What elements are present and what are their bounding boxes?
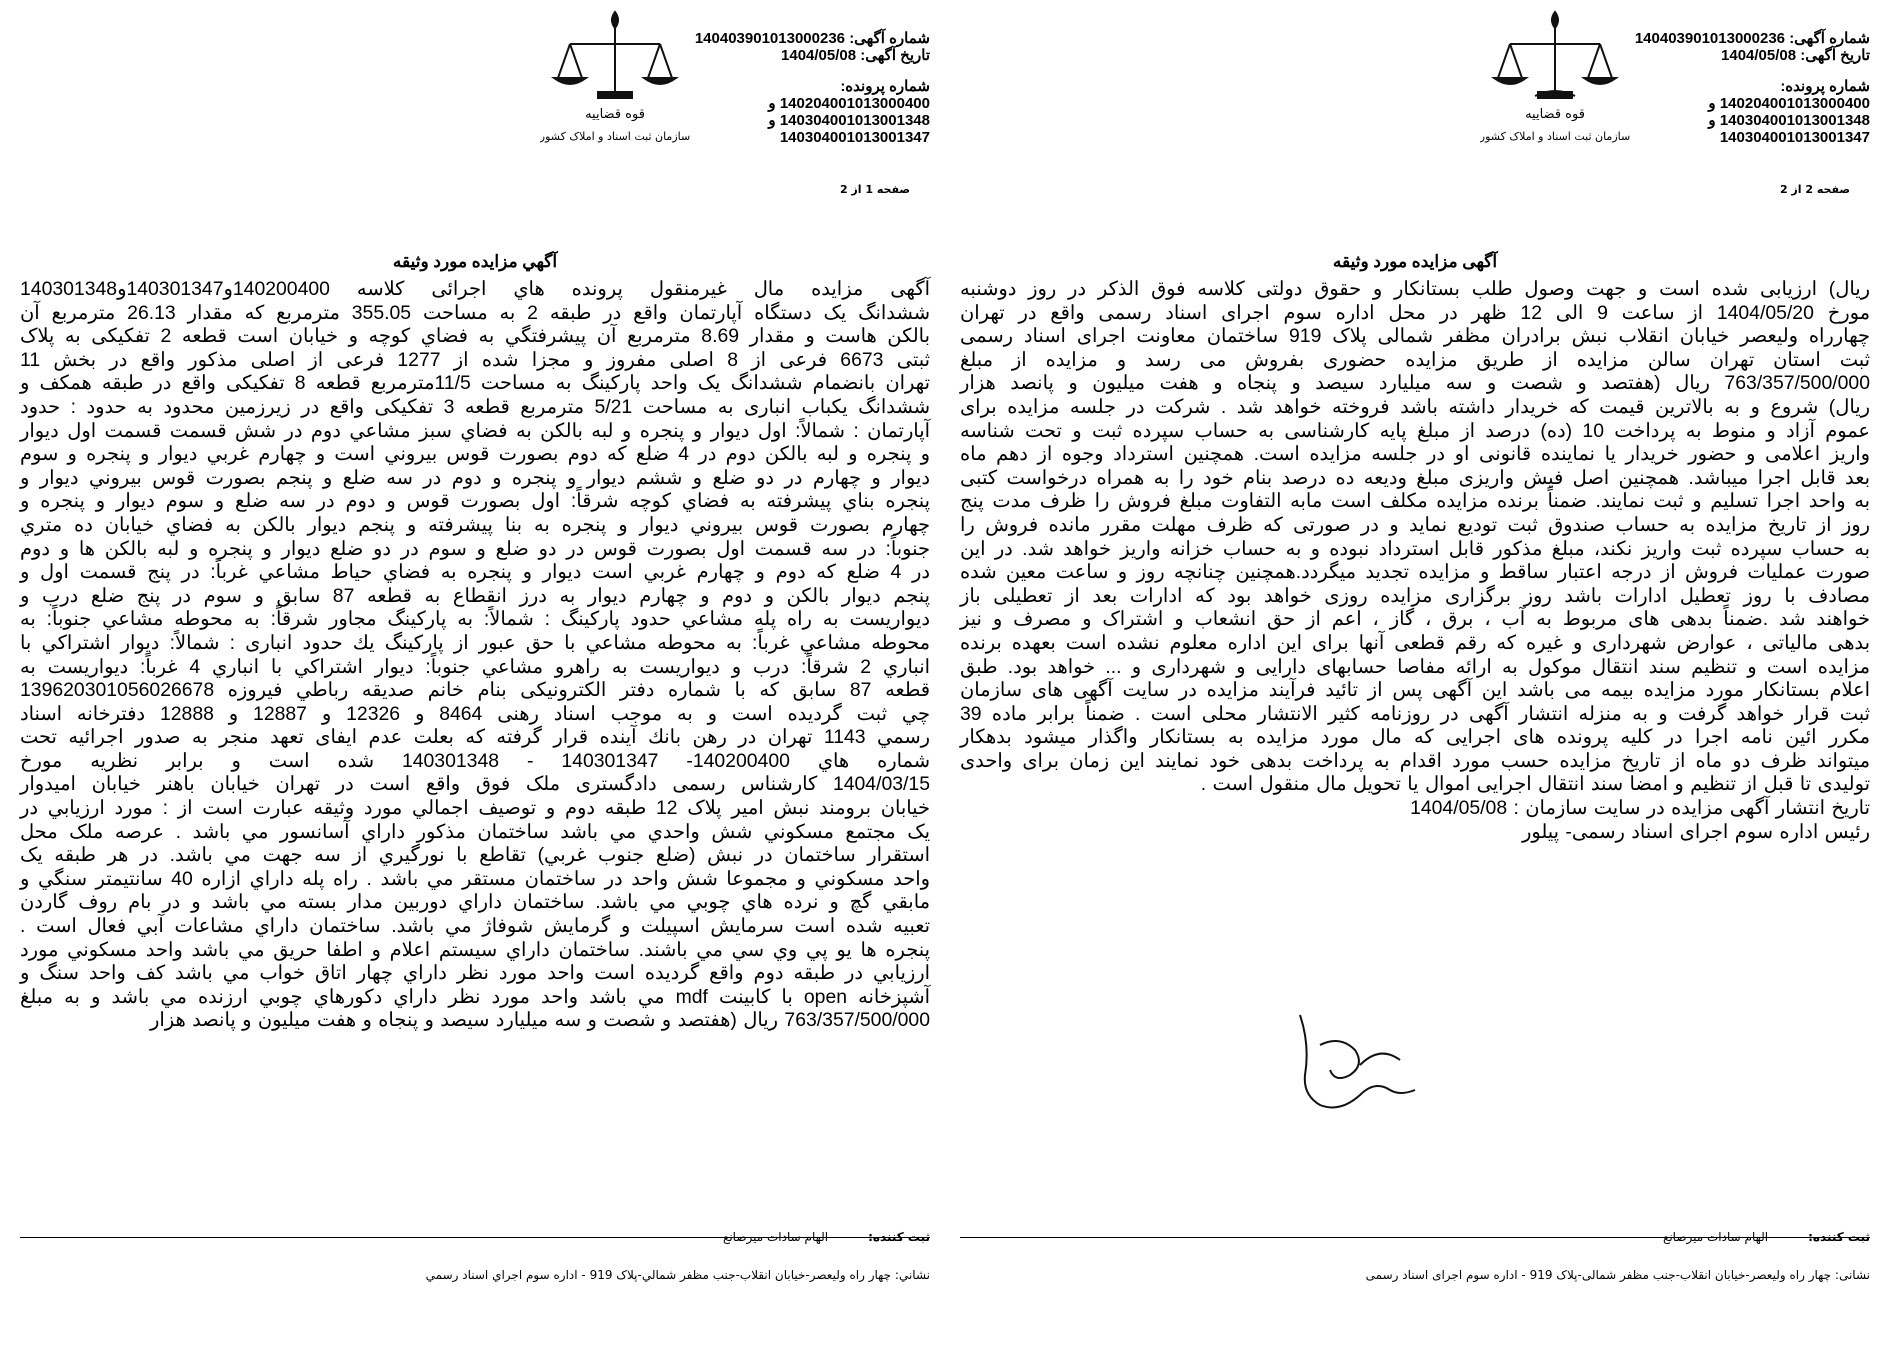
body-line: و پنجره و لبه بالکن دوم در 4 ضلع که دوم بصورت قوس بيروني است و چهارم غربي ديوار و پنجره و سوم bbox=[20, 443, 930, 466]
body-line: مابقي گچ و نرده هاي چوبي مي باشد. ساختمان داراي دوربين مدار بسته مي باشد و در بام روف گاردن bbox=[20, 891, 930, 914]
case-number-3: 140304001013001347 bbox=[779, 129, 930, 146]
page-number: صفحه 1 از 2 bbox=[839, 183, 910, 196]
case-number-2: 140304001013001348 و bbox=[768, 112, 930, 129]
body-line: جنوباً: در سه قسمت اول بصورت قوس در دو ضلع و سوم در دو ضلع ديوار و پنجره و لبه بالکن ها و دوم bbox=[20, 537, 930, 560]
body-line: ارزيابي در طبقه دوم واقع گرديده است واحد مورد نظر داراي چهار اتاق خواب مي باشد کف واحد سنگ و bbox=[20, 962, 931, 985]
body-line: آشپزخانه open با کابينت mdf مي باشد واحد مورد نظر داراي دکورهاي چوبي ارزنده مي باشد و به مبلغ bbox=[20, 985, 931, 1008]
body-line: محوطه مشاعي غرباً: به محوطه مشاعي با حق عبور از پارکينگ يك حدود انباری : شمالاً: ديوار اشتراکي با bbox=[20, 631, 930, 654]
body-line: مزایده است و تنظیم سند انتقال موکول به ارائه مفاصا حسابهای دارایی و شهرداری و ... خواهد بود. طبق bbox=[960, 655, 1870, 678]
judiciary-emblem-icon bbox=[1480, 0, 1630, 160]
body-line: بالکن هاست و مقدار 8.69 مترمربع آن پیشرفتگي به فضاي کوچه و خیابان است قطعه 2 تفکیکی به پلاک bbox=[20, 325, 930, 348]
case-number-label: شماره پرونده: bbox=[840, 78, 930, 95]
body-line: خواهند شد .ضمناً بدهی های مربوط به آب ، برق ، گاز ، اعم از حق انشعاب و اشتراک و مصرف و نیز bbox=[960, 608, 1870, 631]
body-line: آپارتمان : شمالاً: اول ديوار و پنجره و لبه بالکن به فضاي سبز مشاعي دوم در شش قسمت قسمت اول ديوار bbox=[20, 419, 930, 442]
body-line: در 4 ضلع که دوم و چهارم غربي است ديوار و پنجره به فضاي حياط مشاعي غرباً: در پنج قسمت اول و bbox=[20, 561, 930, 584]
registrar-label: ثبت کننده: bbox=[868, 1230, 930, 1244]
body-line: ثبت قرار خواهد گرفت و به منزله انتشار آگهی در روزنامه کثیر الانتشار محلی است . ضمناً برابر ماده 39 bbox=[960, 702, 1870, 725]
body-line: به واحد اجرا تسلیم و ثبت نمایند. ضمناً برنده مزایده مکلف است مابه التفاوت مبلغ فروش را ظرف مدت پنج bbox=[960, 490, 1870, 513]
body-line: واحد مسکوني و مجموعا شش واحد در ساختمان مستقر مي باشد . راه پله داراي ازاره 40 سانتيمتر سنگي و bbox=[20, 867, 930, 890]
body-line: 763/357/500/000 ریال (هفتصد و شصت و سه میلیارد سیصد و پنجاه و هفت میلیون و پانصد هزار bbox=[150, 1009, 930, 1032]
body-line: تهران بانضمام ششدانگ یک واحد پارکینگ به مساحت 11/5مترمربع قطعه 8 تفکیکی واقع در طبقه همکف و bbox=[20, 372, 930, 395]
body-line: به حساب سپرده ثبت واریز نکند، مبلغ مذکور قابل استرداد نبوده و به حساب خزانه واریز خواهد شد. در این bbox=[960, 537, 1870, 560]
body-line: آگهی مزایده مال غیرمنقول پرونده هاي اجرائی کلاسه 140200400و140301347و140301348 bbox=[20, 278, 930, 300]
body-line: واریز اعلامی و حضور خریدار یا نماینده قانونی او در جلسه مزایده است. همچنین استرداد وجوه از دهم ماه bbox=[960, 443, 1870, 466]
body-line: چهارم بصورت قوس بيروني ديوار و پنجره به بنا پيشرفته و پنجم ديوار بالکن به فضاي خيابان ده متري bbox=[20, 513, 930, 536]
case-number-2: 140304001013001348 و bbox=[1708, 112, 1870, 129]
body-line: بدهی مالیاتی ، عوارض شهرداری و غیره که رقم قطعی آنها برای این اداره معلوم نشده است بعهده برنده bbox=[960, 631, 1870, 654]
body-line: چهارراه ولیعصر خیابان انقلاب نبش برادران مظفر شمالی پلاک 919 ساختمان معاونت اجرای اسناد رسمی bbox=[960, 325, 1870, 348]
publish-date-line: تاریخ انتشار آگهی مزایده در سایت سازمان : 1404/05/08 bbox=[1410, 797, 1870, 820]
body-line: میتواند ظرف دو ماه از تاریخ مزایده حسب مورد اقدام به پرداخت بدهی خود نمایند این زمان برای واحدی bbox=[960, 749, 1870, 772]
svg-text:سازمان ثبت اسناد و املاک کشور: سازمان ثبت اسناد و املاک کشور bbox=[540, 130, 690, 143]
judiciary-emblem-icon bbox=[540, 0, 690, 160]
announcement-body bbox=[20, 278, 930, 1033]
ad-date: 1404/05/08 bbox=[1721, 47, 1797, 64]
ad-date-label: تاریخ آگهی: bbox=[1800, 47, 1870, 64]
body-line: صورت عملیات فروش از درجه اعتبار ساقط و مزایده تجدید میگردد.همچنین چنانچه روز و ساعت معین شده bbox=[960, 561, 1870, 584]
page-footer bbox=[20, 1228, 930, 1284]
ad-date: 1404/05/08 bbox=[781, 47, 857, 64]
signer-line: رئیس اداره سوم اجرای اسناد رسمی- پیلور bbox=[1521, 820, 1870, 843]
announcement-meta bbox=[690, 30, 930, 146]
announcement-body bbox=[960, 278, 1870, 844]
body-line: ریال) شروع و به بالاترین قیمت که خریدار داشته باشد فروخته خواهد شد . شرکت در جلسه مزایده برای bbox=[960, 395, 1870, 418]
signature-image bbox=[1280, 1005, 1430, 1125]
body-line: شماره هاي 140200400- 140301347 - 140301348 شده است و برابر نظريه مورخ bbox=[20, 749, 930, 772]
ad-number-label: شماره آگهی: bbox=[1789, 30, 1870, 47]
body-line: روز از تاریخ مزایده به حساب صندوق ثبت تودیع نماید و در صورتی که ظرف مهلت مقرر مانده فروش را bbox=[960, 513, 1870, 536]
body-line: 763/357/500/000 ریال (هفتصد و شصت و سه میلیارد سیصد و پنجاه و هفت میلیون و پانصد هزار bbox=[960, 372, 1870, 395]
body-line: ششدانگ یکباب انباری به مساحت 5/21 مترمربع قطعه 3 تفکیکی واقع در زیرزمین محدود به حدود : حدود bbox=[20, 395, 930, 418]
announcement-meta bbox=[1630, 30, 1870, 146]
body-line: ديوار و چهارم در دو ضلع و ششم ديوار و پنجره و دوم در سه ضلع و پنجم بصورت قوس بيروني ديوار و bbox=[20, 466, 930, 489]
body-line: چي ثبت گرديده است و به موجب اسناد رهنی 8464 و 12326 و 12887 و 12888 دفترخانه اسناد bbox=[20, 702, 931, 725]
announcement-page-1 bbox=[20, 0, 930, 1351]
registrar-name: الهام سادات میرصانع bbox=[1662, 1230, 1769, 1244]
body-line: پنجره ها يو پي وي سي مي باشند. ساختمان داراي سيستم اعلام و اطفا حريق مي باشد واحد مسکوني مورد bbox=[20, 938, 930, 961]
body-line: اعلام بستانکار مورد مزایده بیمه می باشد این آگهی پس از تائید فرآیند مزایده در سایت آگهی های سازمان bbox=[960, 679, 1870, 702]
body-line: ششدانگ یک دستگاه آپارتمان واقع در طبقه 2 به مساحت 355.05 مترمربع که مقدار 26.13 مترمربع آن bbox=[20, 301, 930, 324]
body-line: ثبتی 6673 فرعی از 8 اصلی مفروز و مجزا شده از 1277 فرعی از اصلی مذکور واقع در بخش 11 bbox=[20, 348, 930, 371]
body-line: مورخ 1404/05/20 از ساعت 9 الی 12 ظهر در محل اداره سوم اجرای اسناد رسمی واقع در تهران bbox=[960, 301, 1870, 324]
body-line: مصادف با روز تعطیل ادارات باشد روز برگزاری مزایده روزی خواهد بود که ادارات بعد از تعطیلی باز bbox=[960, 584, 1870, 607]
svg-text:قوه قضاییه: قوه قضاییه bbox=[585, 107, 645, 122]
body-line: خيابان برومند نبش امير پلاک 12 طبقه دوم و توصيف اجمالي مورد وثيقه عبارت است از : مورد ارزيابي در bbox=[20, 797, 930, 820]
body-line: پنجم ديوار بالکن و دوم و چهارم ديوار به درز انقطاع به قطعه 87 سابق و سوم در پنج ضلع درب و bbox=[20, 584, 930, 607]
body-line: يک مجتمع مسکوني شش واحدي مي باشد ساختمان مذکور داراي آسانسور مي باشد . عرصه ملک محل bbox=[20, 820, 930, 843]
office-address: نشاني: چهار راه وليعصر-خيابان انقلاب-جنب مظفر شمالي-پلاک 919 - اداره سوم اجراي اسناد رسمي bbox=[425, 1268, 930, 1282]
body-line: پنجره بناي پيشرفته به فضاي کوچه شرقاً: اول بصورت قوس و دوم در سه ضلع و سوم ديوار و پنجره و bbox=[20, 490, 930, 513]
page-title: آگهي مزايده مورد وثيقه bbox=[392, 252, 558, 271]
registrar-name: الهام سادات میرصانع bbox=[722, 1230, 829, 1244]
announcement-page-2 bbox=[960, 0, 1870, 1351]
page-title: آگهی مزایده مورد وثیقه bbox=[1332, 252, 1498, 271]
body-line: بعد قابل اجرا میباشد. همچنین اصل فیش واریزی مبلغ ودیعه ده درصد بنام خود را به همراه درخواست کتبی bbox=[960, 466, 1870, 489]
svg-text:سازمان ثبت اسناد و املاک کشور: سازمان ثبت اسناد و املاک کشور bbox=[1480, 130, 1630, 143]
svg-text:قوه قضاییه: قوه قضاییه bbox=[1525, 107, 1585, 122]
case-number-1: 140204001013000400 و bbox=[1708, 95, 1870, 112]
body-line: ریال) ارزیابی شده است و جهت وصول طلب بستانکار و حقوق دولتی کلاسه فوق الذکر در روز دوشنبه bbox=[960, 278, 1870, 300]
page-footer bbox=[960, 1228, 1870, 1284]
body-line: ثبت استان تهران سالن مزایده از طریق مزایده حضوری بفروش می رسد و مزایده از مبلغ bbox=[960, 348, 1870, 371]
body-line: تعبيه شده است سرمايش اسپيلت و گرمايش شوفاژ مي باشد. ساختمان داراي مشاعات آبي فعال است . bbox=[20, 915, 930, 938]
body-line: ديواريست به راه پله مشاعي حدود پارکينگ : شمالاً: به پارکينگ مجاور شرقاً: به محوطه مشاعي جنوباً: به bbox=[20, 608, 930, 631]
body-line: رسمي 1143 تهران در رهن بانك آینده قرار گرفته که بعلت عدم ایفای تعهد منجر به صدور اجرائيه تحت bbox=[20, 726, 931, 749]
registrar-label: ثبت کننده: bbox=[1808, 1230, 1870, 1244]
body-line: قطعه 87 سابق که با شماره دفتر الکترونیکی 13962030105602667‪8 بنام خانم صدیقه رباطي فيروزه bbox=[20, 679, 930, 702]
ad-date-label: تاریخ آگهی: bbox=[860, 47, 930, 64]
page-number: صفحه 2 از 2 bbox=[1779, 183, 1850, 196]
ad-number: 140403901013000236 bbox=[1634, 30, 1786, 47]
body-line: استقرار ساختمان در نبش (ضلع جنوب غربي) تقاطع با نورگيري از سه جهت مي باشد. در هر طبقه يک bbox=[20, 844, 930, 867]
ad-number: 140403901013000236 bbox=[694, 30, 846, 47]
body-line: مکرر ائین نامه اجرا در کلیه پرونده های اجرایی که مال مورد مزایده به بستانکار واگذار میشود بدهکار bbox=[960, 726, 1870, 749]
body-line: تولیدی تا قبل از تنظیم و امضا سند انتقال اجرایی اموال یا تحویل مال منقول است . bbox=[1200, 773, 1870, 796]
case-number-3: 140304001013001347 bbox=[1719, 129, 1870, 146]
body-line: عموم آزاد و منوط به پرداخت 10 (ده) درصد از مبلغ پایه کارشناسی به حساب سپرده ثبت و تحت شناسه bbox=[960, 419, 1870, 442]
case-number-1: 140204001013000400 و bbox=[768, 95, 930, 112]
case-number-label: شماره پرونده: bbox=[1780, 78, 1870, 95]
ad-number-label: شماره آگهی: bbox=[849, 30, 930, 47]
body-line: انباري 2 شرقاً: درب و ديواريست به راهرو مشاعي جنوباً: ديوار اشتراکي با انباري 4 غرباً: ديواريست به bbox=[20, 655, 930, 678]
body-line: 1404/03/15 کارشناس رسمی دادگستری ملک فوق واقع است در تهران خيابان باهنر خيابان اميدوار bbox=[20, 773, 930, 796]
office-address: نشانی: چهار راه ولیعصر-خیابان انقلاب-جنب مظفر شمالی-پلاک 919 - اداره سوم اجرای اسناد رسمی bbox=[1365, 1268, 1870, 1282]
